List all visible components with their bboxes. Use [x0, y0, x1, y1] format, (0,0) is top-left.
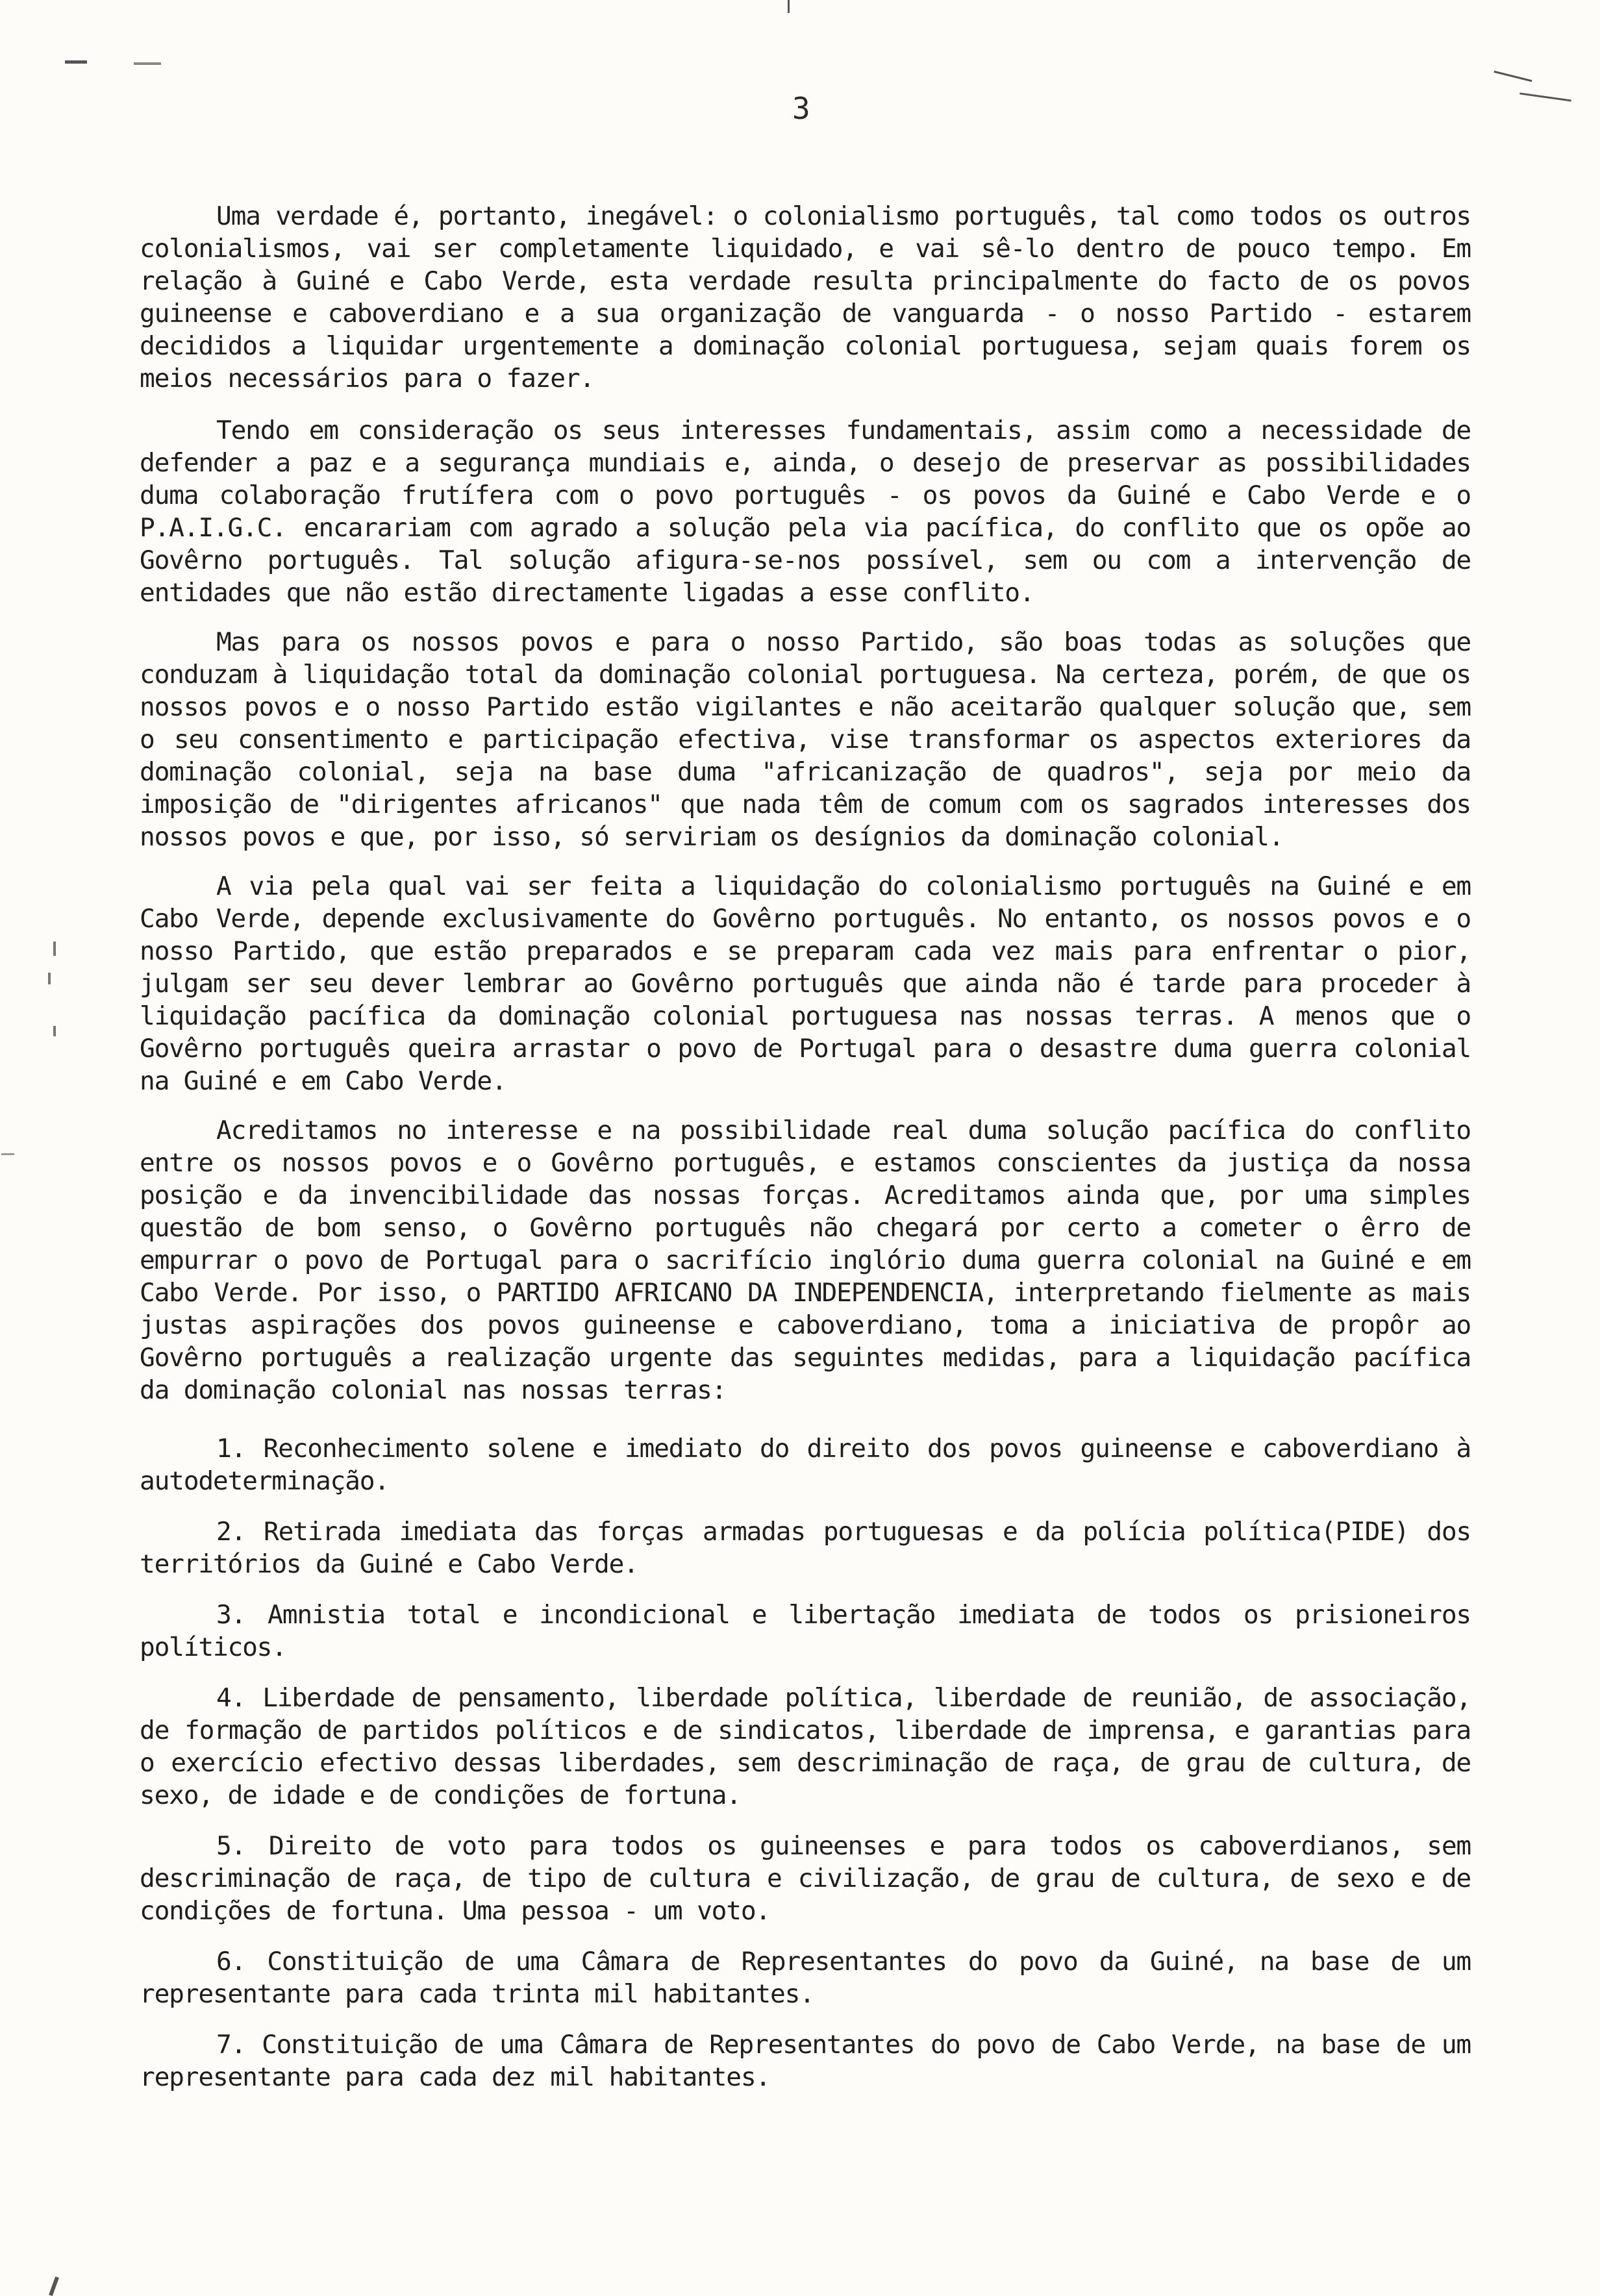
scan-mark	[53, 1026, 56, 1036]
measure-item-4: 4. Liberdade de pensamento, liberdade política, liberdade de reunião, de associação, de formação de partidos políticos e de sindicatos, liberdade de imprensa, e garantias para o exercício efectivo dessas liberdades, sem descriminação de raça, de grau de cultura, de sexo, de idade e de condições de fortuna.	[140, 1683, 1471, 1810]
scan-mark	[1519, 92, 1571, 101]
scan-mark	[48, 973, 51, 984]
paragraph-vigilance: Mas para os nossos povos e para o nosso Partido, são boas todas as soluções que conduzam à liquidação total da dominação colonial portuguesa. Na certeza, porém, de que os nossos povos e o nosso Partido estão vigilantes e não aceitarão qualquer solução que, sem o seu consentimento e participação efectiva, vise transformar os aspectos exteriores da dominação colonial, seja na base duma "africanização de quadros", seja por meio da imposição de "dirigentes africanos" que nada têm de comum com os sagrados interesses dos nossos povos e que, por isso, só serviriam os desígnios da dominação colonial.	[140, 627, 1471, 852]
document-body	[140, 200, 1471, 2112]
scan-mark	[1494, 71, 1532, 82]
scan-mark	[65, 60, 87, 64]
scan-mark	[788, 0, 790, 13]
measure-item-3: 3. Amnistia total e incondicional e libertação imediata de todos os prisioneiros políticos.	[140, 1600, 1471, 1662]
measure-item-5: 5. Direito de voto para todos os guineenses e para todos os caboverdianos, sem descriminação de raça, de tipo de cultura e civilização, de grau de cultura, de sexo e de condições de fortuna. Uma pessoa - um voto.	[140, 1831, 1471, 1926]
paragraph-colonialism-liquidation: Uma verdade é, portanto, inegável: o colonialismo português, tal como todos os outros colonialismos, vai ser completamente liquidado, e vai sê-lo dentro de pouco tempo. Em relação à Guiné e Cabo Verde, esta verdade resulta principalmente do facto de os povos guineense e caboverdiano e a sua organização de vanguarda - o nosso Partido - estarem decididos a liquidar urgentemente a dominação colonial portuguesa, sejam quais forem os meios necessários para o fazer.	[140, 201, 1471, 393]
measure-item-7: 7. Constituição de uma Câmara de Representantes do povo de Cabo Verde, na base de um representante para cada dez mil habitantes.	[140, 2030, 1471, 2092]
scan-mark	[49, 2277, 59, 2296]
measures-list	[140, 1432, 1471, 2093]
measure-item-6: 6. Constituição de uma Câmara de Representantes do povo da Guiné, na base de um representante para cada trinta mil habitantes.	[140, 1947, 1471, 2009]
paragraph-proposal: Acreditamos no interesse e na possibilidade real duma solução pacífica do conflito entre os nossos povos e o Govêrno português, e estamos conscientes da justiça da nossa posição e da invencibilidade das nossas forças. Acreditamos ainda que, por uma simples questão de bom senso, o Govêrno português não chegará por certo a cometer o êrro de empurrar o povo de Portugal para o sacrifício inglório duma guerra colonial na Guiné e em Cabo Verde. Por isso, o PARTIDO AFRICANO DA INDEPENDENCIA, interpretando fielmente as mais justas aspirações dos povos guineense e caboverdiano, toma a iniciativa de propôr ao Govêrno português a realização urgente das seguintes medidas, para a liquidação pacífica da dominação colonial nas nossas terras:	[140, 1116, 1471, 1405]
scan-mark	[134, 62, 161, 65]
paragraph-peaceful-solution: Tendo em consideração os seus interesses fundamentais, assim como a necessidade de defender a paz e a segurança mundiais e, ainda, o desejo de preservar as possibilidades duma colaboração frutífera com o povo português - os povos da Guiné e Cabo Verde e o P.A.I.G.C. encarariam com agrado a solução pela via pacífica, do conflito que os opõe ao Govêrno português. Tal solução afigura-se-nos possível, sem ou com a intervenção de entidades que não estão directamente ligadas a esse conflito.	[140, 416, 1471, 608]
measure-item-1: 1. Reconhecimento solene e imediato do direito dos povos guineense e caboverdiano à autodeterminação.	[140, 1434, 1471, 1496]
measure-item-2: 2. Retirada imediata das forças armadas portuguesas e da polícia política(PIDE) dos territórios da Guiné e Cabo Verde.	[140, 1517, 1471, 1579]
scan-mark	[1, 1153, 14, 1155]
paragraph-portuguese-government: A via pela qual vai ser feita a liquidação do colonialismo português na Guiné e em Cabo Verde, depende exclusivamente do Govêrno português. No entanto, os nossos povos e o nosso Partido, que estão preparados e se preparam cada vez mais para enfrentar o pior, julgam ser seu dever lembrar ao Govêrno português que ainda não é tarde para proceder à liquidação pacífica da dominação colonial portuguesa nas nossas terras. A menos que o Govêrno português queira arrastar o povo de Portugal para o desastre duma guerra colonial na Guiné e em Cabo Verde.	[140, 871, 1471, 1096]
page-number: 3	[792, 91, 810, 126]
scan-mark	[53, 942, 56, 956]
